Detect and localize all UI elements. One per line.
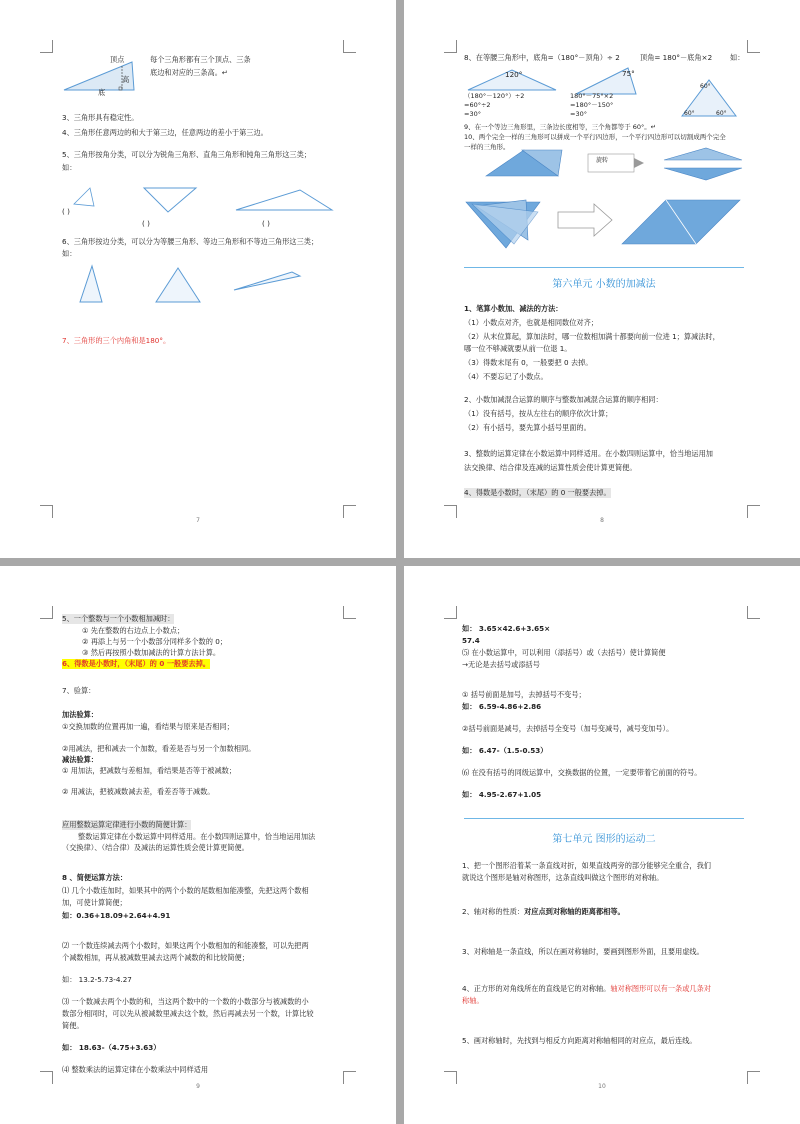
margin-corner-mark (40, 40, 53, 53)
document-page-8 (404, 0, 800, 558)
rule-emphasis: 对应点到对称轴的距离都相等。 (524, 907, 625, 916)
angle-label: 75° (622, 69, 635, 78)
side-triangles-figure (60, 262, 320, 310)
rule-line: ⑶ 一个数减去两个小数的和，当这两个数中的一个数的小数部分与被减数的小 (62, 997, 309, 1006)
point-4: 4、三角形任意两边的和大于第三边，任意两边的差小于第三边。 (62, 128, 268, 137)
rule-line: （2）有小括号，要先算小括号里面的。 (464, 423, 591, 432)
margin-corner-mark (343, 606, 356, 619)
example-expression: 如： 6.47-（1.5-0.53） (462, 746, 548, 755)
angle-triangles-figure (60, 182, 340, 230)
angle-label: 60° (700, 83, 711, 90)
point-5: 5、三角形按角分类，可以分为锐角三角形、直角三角形和钝角三角形这三类； (62, 150, 311, 159)
rule-line: （2）从末位算起，算加法时，哪一位数相加满十都要向前一位进 1；算减法时， (464, 332, 720, 341)
example-expression: 如：0.36+18.09+2.64+4.91 (62, 911, 171, 920)
rule-line (462, 907, 625, 917)
calc-line: =180°－150° (570, 101, 614, 109)
document-page-9 (0, 566, 396, 1124)
rule-line: 法交换律、结合律及连减的运算性质会使计算更简便。 (464, 463, 637, 472)
step-line: ② 再添上与另一个小数部分同样多个数的 0； (82, 637, 227, 646)
rule-line: ⑷ 整数乘法的运算定律在小数乘法中同样适用 (62, 1065, 209, 1074)
section-heading: 2、小数加减混合运算的顺序与整数加减混合运算的顺序相同： (464, 395, 663, 404)
calc-line: =30° (464, 110, 481, 118)
example-expression: 如： 18.63-（4.75+3.63） (62, 1043, 161, 1052)
example-expression: 如： 6.59-4.86+2.86 (462, 702, 542, 711)
point-7: 7、验算： (62, 686, 96, 695)
rule-label: 4、正方形的对角线所在的直线是它的对称轴。 (462, 984, 611, 993)
vertex-label: 顶点 (110, 55, 125, 64)
margin-corner-mark (343, 40, 356, 53)
answer-blank: ( ) (262, 219, 270, 228)
rule-line: ⑹ 在没有括号的同级运算中，交换数据的位置，一定要带着它前面的符号。 (462, 768, 702, 777)
point-8: 8、在等腰三角形中，底角=（180°－顶角）÷ 2 (464, 53, 620, 62)
unit-divider (464, 267, 744, 268)
section-heading: 减法验算： (62, 755, 98, 764)
section-heading: 应用整数运算定律进行小数的简便计算： (62, 820, 192, 829)
rule-line: 加，可使计算简便； (62, 898, 127, 907)
rule-line: 整数运算定律在小数运算中同样适用。在小数四则运算中，恰当地运用加法 (78, 832, 316, 841)
rule-line: ⑵ 一个数连续减去两个小数时，如果这两个小数相加的和能凑整，可以先把两 (62, 941, 309, 950)
rule-label: 2、轴对称的性质： (462, 907, 525, 916)
rotate-label: 旋转 (596, 157, 609, 164)
rule-line: 哪一位不够减就要从前一位退 1。 (464, 344, 572, 353)
point-10: 一样的三角形。 (464, 143, 510, 151)
angle-label: 120° (505, 70, 523, 79)
example-label: 如： (62, 163, 77, 172)
rule-line: ②括号前面是减号，去掉括号全变号（加号变减号，减号变加号）。 (462, 724, 674, 733)
rule-line (462, 984, 711, 994)
rule-line: →无论是去括号或添括号 (462, 660, 540, 669)
rule-line: （交换律）、（结合律）及减法的运算性质会使计算更简便。 (62, 843, 249, 852)
rule-line: ① 用加法，把减数与差相加，看结果是否等于被减数； (62, 766, 237, 775)
unit-6-title: 第六单元 小数的加减法 (552, 279, 656, 290)
point-6: 6、三角形按边分类，可以分为等腰三角形、等边三角形和不等边三角形这三类； (62, 237, 319, 246)
unit-divider (464, 818, 744, 819)
section-heading: 8 、简便运算方法： (62, 873, 128, 882)
rule-line: 数部分相同时，可以先从被减数里减去这个数，然后再减去另一个数，计算比较 (62, 1009, 314, 1018)
point-10: 10、两个完全一样的三角形可以拼成一个平行四边形，一个平行四边形可以切割成两个完全 (464, 133, 726, 141)
rule-line: ②用减法，把和减去一个加数，看差是否与另一个加数相同。 (62, 744, 256, 753)
margin-corner-mark (747, 40, 760, 53)
margin-corner-mark (444, 606, 457, 619)
rule-line: 3、对称轴是一条直线，所以在画对称轴时，要画到图形外面，且要用虚线。 (462, 947, 704, 956)
point-9: 9、在一个等边三角形里，三条边长度相等，三个角都等于 60°。↵ (464, 123, 657, 131)
margin-corner-mark (747, 606, 760, 619)
calc-line: =60°÷2 (464, 101, 491, 109)
rule-line: 简便。 (62, 1021, 84, 1030)
base-label: 底 (98, 88, 106, 97)
calc-line: =30° (570, 110, 587, 118)
example-expression: 如： 4.95-2.67+1.05 (462, 790, 542, 799)
margin-corner-mark (40, 606, 53, 619)
intro-text: 每个三角形都有三个顶点、三条 (150, 55, 251, 64)
page-number: 9 (196, 1083, 200, 1090)
example-expression: 57.4 (462, 636, 480, 645)
point-7: 7、三角形的三个内角和是180°。 (62, 336, 171, 345)
document-page-10 (404, 566, 800, 1124)
rule-line: （1）没有括号，按从左往右的顺序依次计算； (464, 409, 613, 418)
page-number: 8 (600, 517, 604, 524)
section-heading: 加法验算： (62, 710, 98, 719)
point-3: 3、三角形具有稳定性。 (62, 113, 139, 122)
page-number: 10 (598, 1083, 606, 1090)
unit-7-title: 第七单元 图形的运动二 (552, 834, 656, 845)
example-expression: 如： 3.65×42.6+3.65× (462, 624, 551, 633)
rule-emphasis: 轴对称图形可以有一条或几条对 (610, 984, 711, 993)
example-expression: 如： 13.2-5.73-4.27 (62, 975, 132, 984)
margin-corner-mark (444, 40, 457, 53)
step-line: ③ 然后再按照小数加减法的计算方法计算。 (82, 648, 221, 657)
point-6-highlight: 6、得数是小数时，（末尾）的 0 一般要去掉。 (62, 659, 210, 668)
answer-blank: ( ) (142, 219, 150, 228)
height-label: 高 (122, 75, 130, 84)
answer-blank: ( ) (62, 207, 70, 216)
section-heading: 1、笔算小数加、减法的方法： (464, 304, 563, 313)
page-number: 7 (196, 517, 200, 524)
rule-line: ② 用减法，把被减数减去差，看差否等于减数。 (62, 787, 215, 796)
rule-line: ①交换加数的位置再加一遍，看结果与原来是否相同； (62, 722, 234, 731)
calc-line: 180°－75°×2 (570, 92, 614, 100)
rule-line: ⑴ 几个小数连加时，如果其中的两个小数的尾数相加能凑整，先把这两个数相 (62, 886, 309, 895)
point-8-formula: 顶角= 180°－底角×2 (640, 53, 713, 62)
angle-label: 60° (716, 110, 727, 117)
rule-emphasis: 称轴。 (462, 996, 484, 1005)
rule-line: ⑸ 在小数运算中，可以利用（添括号）或（去括号）使计算简便 (462, 648, 666, 657)
rule-line: ① 括号前面是加号，去掉括号不变号； (462, 690, 586, 699)
rule-line: 个减数相加，再从被减数里减去这两个减数的和比较简便； (62, 953, 249, 962)
intro-text: 底边和对应的三条高。↵ (150, 68, 228, 77)
rule-line: （1）小数点对齐，也就是相同数位对齐； (464, 318, 598, 327)
example-label: 如： (62, 249, 77, 258)
step-line: ① 先在整数的右边点上小数点； (82, 626, 185, 635)
rule-line: 1、把一个图形沿着某一条直线对折，如果直线两旁的部分能够完全重合，我们 (462, 861, 711, 870)
rule-line: （3）得数末尾有 0，一般要把 0 去掉。 (464, 358, 593, 367)
section-heading: 4、得数是小数时，（末尾）的 0 一般要去掉。 (464, 488, 611, 497)
section-heading: 3、整数的运算定律在小数运算中同样适用。在小数四则运算中，恰当地运用加 (464, 449, 713, 458)
rule-line: 就说这个图形是轴对称图形，这条直线叫做这个图形的对称轴。 (462, 873, 664, 882)
document-page-7 (0, 0, 396, 558)
point-5: 5、一个整数与一个小数相加减时： (62, 614, 175, 623)
rule-line: （4）不要忘记了小数点。 (464, 372, 548, 381)
example-label: 如： (730, 53, 745, 62)
angle-label: 60° (684, 110, 695, 117)
calc-line: （180°－120°）÷2 (464, 92, 525, 100)
rule-line: 5、画对称轴时，先找到与相反方向距离对称轴相同的对应点，最后连线。 (462, 1036, 697, 1045)
